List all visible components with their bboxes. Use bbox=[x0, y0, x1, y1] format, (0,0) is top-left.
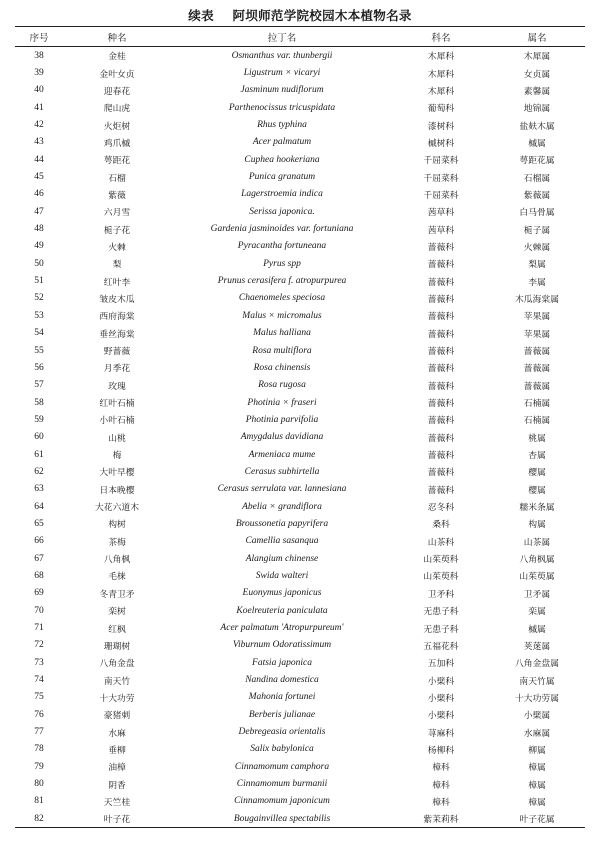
cell-species-name: 水麻 bbox=[108, 728, 126, 739]
cell-family-name: 小檗科 bbox=[427, 676, 455, 687]
cell-species-name: 南天竹 bbox=[103, 676, 131, 687]
cell-latin-name: Armeniaca mume bbox=[248, 449, 316, 460]
cell-species-name: 珊瑚树 bbox=[103, 641, 131, 652]
cell-species-name: 迎春花 bbox=[103, 86, 131, 97]
cell-latin-name: Pyracantha fortuneana bbox=[237, 241, 327, 252]
cell-index: 58 bbox=[34, 397, 44, 408]
table-row bbox=[15, 463, 585, 480]
cell-index: 64 bbox=[34, 501, 44, 512]
cell-index: 59 bbox=[34, 414, 44, 425]
cell-genus-name: 槭属 bbox=[528, 624, 546, 635]
cell-species-name: 月季花 bbox=[103, 364, 131, 375]
header-family-name: 科名 bbox=[431, 32, 451, 44]
cell-latin-name: Chaenomeles speciosa bbox=[238, 293, 326, 304]
cell-latin-name: Photinia parvifolia bbox=[245, 414, 319, 425]
cell-index: 62 bbox=[34, 466, 44, 477]
cell-family-name: 紫茉莉科 bbox=[423, 815, 459, 826]
table-row bbox=[15, 567, 585, 584]
cell-latin-name: Amygdalus davidiana bbox=[240, 432, 324, 443]
cell-genus-name: 萼距花属 bbox=[519, 156, 555, 167]
cell-species-name: 毛梾 bbox=[108, 572, 126, 583]
cell-family-name: 忍冬科 bbox=[427, 503, 455, 514]
table-row bbox=[15, 290, 585, 307]
cell-latin-name: Bougainvillea spectabilis bbox=[233, 813, 331, 824]
cell-index: 71 bbox=[34, 623, 44, 634]
cell-latin-name: Osmanthus var. thunbergii bbox=[231, 50, 333, 61]
cell-species-name: 大花六道木 bbox=[95, 503, 139, 514]
cell-latin-name: Rosa rugosa bbox=[258, 380, 306, 391]
cell-index: 70 bbox=[34, 605, 44, 616]
cell-genus-name: 杏属 bbox=[528, 451, 546, 462]
cell-latin-name: Swida walteri bbox=[255, 570, 309, 581]
cell-species-name: 红叶石楠 bbox=[99, 399, 135, 410]
cell-index: 40 bbox=[34, 85, 44, 96]
table-row bbox=[15, 394, 585, 411]
table-row bbox=[15, 99, 585, 116]
cell-family-name: 山茱萸科 bbox=[423, 555, 459, 566]
cell-species-name: 紫薇 bbox=[108, 190, 126, 201]
table-row bbox=[15, 151, 585, 168]
cell-family-name: 桑科 bbox=[432, 520, 450, 531]
header-species-name: 种名 bbox=[107, 32, 127, 44]
cell-index: 78 bbox=[34, 744, 44, 755]
cell-latin-name: Parthenocissus tricuspidata bbox=[228, 102, 336, 113]
cell-index: 57 bbox=[34, 380, 44, 391]
cell-species-name: 阴香 bbox=[108, 780, 126, 791]
cell-family-name: 无患子科 bbox=[423, 607, 459, 618]
cell-family-name: 蔷薇科 bbox=[427, 364, 455, 375]
table-row bbox=[15, 255, 585, 272]
cell-genus-name: 栾属 bbox=[528, 607, 546, 618]
cell-species-name: 豪猪刺 bbox=[103, 711, 131, 722]
cell-genus-name: 十大功劳属 bbox=[515, 693, 559, 704]
cell-genus-name: 柳属 bbox=[528, 745, 546, 756]
cell-index: 65 bbox=[34, 518, 44, 529]
cell-index: 50 bbox=[34, 258, 44, 269]
cell-index: 79 bbox=[34, 761, 44, 772]
cell-species-name: 火炬树 bbox=[103, 121, 131, 132]
table-row bbox=[15, 758, 585, 775]
cell-family-name: 蔷薇科 bbox=[427, 451, 455, 462]
cell-family-name: 荨麻科 bbox=[427, 728, 455, 739]
cell-family-name: 蔷薇科 bbox=[427, 416, 455, 427]
cell-species-name: 红叶李 bbox=[103, 277, 131, 288]
header-genus-name: 属名 bbox=[527, 32, 547, 44]
cell-species-name: 野蔷薇 bbox=[103, 347, 131, 358]
cell-family-name: 槭树科 bbox=[427, 138, 455, 149]
cell-species-name: 八角枫 bbox=[103, 555, 131, 566]
cell-genus-name: 樟属 bbox=[528, 780, 546, 791]
header-index: 序号 bbox=[29, 32, 49, 44]
table-row bbox=[15, 411, 585, 428]
cell-latin-name: Malus halliana bbox=[253, 328, 311, 339]
table-row bbox=[15, 446, 585, 463]
cell-species-name: 梨 bbox=[112, 260, 122, 271]
cell-species-name: 垂丝海棠 bbox=[99, 329, 135, 340]
cell-family-name: 蔷薇科 bbox=[427, 347, 455, 358]
table-row bbox=[15, 550, 585, 567]
cell-latin-name: Punica granatum bbox=[248, 172, 316, 183]
cell-index: 51 bbox=[34, 276, 44, 287]
cell-family-name: 樟科 bbox=[432, 763, 450, 774]
cell-species-name: 山桃 bbox=[108, 433, 126, 444]
cell-species-name: 构树 bbox=[108, 520, 126, 531]
cell-latin-name: Cuphea hookeriana bbox=[244, 154, 320, 165]
cell-genus-name: 八角枫属 bbox=[519, 555, 555, 566]
cell-family-name: 小檗科 bbox=[427, 693, 455, 704]
table-row bbox=[15, 377, 585, 394]
cell-index: 80 bbox=[34, 779, 44, 790]
cell-species-name: 叶子花 bbox=[103, 815, 131, 826]
cell-latin-name: Gardenia jasminoides var. fortuniana bbox=[210, 224, 354, 235]
cell-genus-name: 火棘属 bbox=[523, 242, 551, 253]
cell-species-name: 八角金盘 bbox=[99, 659, 135, 670]
cell-genus-name: 山茶属 bbox=[523, 537, 551, 548]
cell-index: 44 bbox=[34, 154, 44, 165]
table-row bbox=[15, 220, 585, 237]
cell-species-name: 六月雪 bbox=[103, 208, 131, 219]
cell-index: 81 bbox=[34, 796, 44, 807]
cell-latin-name: Koelreuteria paniculata bbox=[236, 605, 328, 616]
cell-genus-name: 构属 bbox=[528, 520, 546, 531]
cell-family-name: 小檗科 bbox=[427, 711, 455, 722]
cell-family-name: 千屈菜科 bbox=[423, 173, 459, 184]
cell-species-name: 皱皮木瓜 bbox=[99, 294, 135, 305]
cell-index: 63 bbox=[34, 484, 44, 495]
cell-species-name: 金叶女贞 bbox=[99, 69, 135, 80]
cell-index: 72 bbox=[34, 640, 44, 651]
cell-genus-name: 八角金盘属 bbox=[515, 659, 559, 670]
table-row bbox=[15, 307, 585, 324]
cell-latin-name: Pyrus spp bbox=[263, 258, 301, 269]
cell-index: 60 bbox=[34, 432, 44, 443]
table-row bbox=[15, 619, 585, 636]
cell-species-name: 十大功劳 bbox=[99, 693, 135, 704]
table-row bbox=[15, 654, 585, 671]
cell-latin-name: Mahonia fortunei bbox=[248, 692, 316, 703]
cell-genus-name: 苹果属 bbox=[523, 312, 551, 323]
cell-genus-name: 樟属 bbox=[528, 797, 546, 808]
table-row bbox=[15, 272, 585, 289]
cell-index: 73 bbox=[34, 657, 44, 668]
table-title: 续表 阿坝师范学院校园木本植物名录 bbox=[188, 8, 412, 23]
cell-family-name: 五加科 bbox=[427, 659, 455, 670]
cell-genus-name: 梨属 bbox=[528, 260, 546, 271]
cell-index: 75 bbox=[34, 692, 44, 703]
table-body bbox=[15, 47, 585, 828]
cell-index: 77 bbox=[34, 727, 44, 738]
cell-family-name: 木犀科 bbox=[427, 69, 455, 80]
cell-index: 53 bbox=[34, 310, 44, 321]
cell-latin-name: Ligustrum × vicaryi bbox=[243, 68, 321, 79]
cell-family-name: 漆树科 bbox=[427, 121, 455, 132]
cell-genus-name: 南天竹属 bbox=[519, 676, 555, 687]
cell-latin-name: Berberis julianae bbox=[248, 709, 316, 720]
cell-species-name: 冬青卫矛 bbox=[99, 589, 135, 600]
cell-genus-name: 石楠属 bbox=[523, 416, 551, 427]
cell-species-name: 金桂 bbox=[108, 52, 126, 63]
table-row bbox=[15, 47, 585, 65]
cell-species-name: 大叶早樱 bbox=[99, 468, 135, 479]
table-row bbox=[15, 134, 585, 151]
cell-genus-name: 栀子属 bbox=[523, 225, 551, 236]
cell-family-name: 茜草科 bbox=[427, 208, 455, 219]
cell-species-name: 火棘 bbox=[108, 242, 126, 253]
table-row bbox=[15, 706, 585, 723]
cell-family-name: 蔷薇科 bbox=[427, 468, 455, 479]
cell-latin-name: Nandina domestica bbox=[245, 675, 319, 686]
table-row bbox=[15, 481, 585, 498]
cell-species-name: 栾树 bbox=[108, 607, 126, 618]
cell-species-name: 西府海棠 bbox=[99, 312, 135, 323]
cell-index: 49 bbox=[34, 241, 44, 252]
table-row bbox=[15, 429, 585, 446]
cell-latin-name: Photinia × fraseri bbox=[247, 397, 317, 408]
table-row bbox=[15, 793, 585, 810]
cell-index: 48 bbox=[34, 224, 44, 235]
table-row bbox=[15, 82, 585, 99]
cell-index: 67 bbox=[34, 553, 44, 564]
cell-genus-name: 白马骨属 bbox=[519, 208, 555, 219]
table-row bbox=[15, 637, 585, 654]
cell-genus-name: 槭属 bbox=[528, 138, 546, 149]
table-row bbox=[15, 602, 585, 619]
cell-genus-name: 糯米条属 bbox=[519, 503, 555, 514]
cell-genus-name: 苹果属 bbox=[523, 329, 551, 340]
cell-species-name: 茶梅 bbox=[108, 537, 126, 548]
cell-genus-name: 地锦属 bbox=[523, 104, 551, 115]
cell-genus-name: 木犀属 bbox=[523, 52, 551, 63]
cell-genus-name: 石榴属 bbox=[523, 173, 551, 184]
cell-species-name: 小叶石楠 bbox=[99, 416, 135, 427]
table-header bbox=[15, 27, 585, 47]
cell-index: 41 bbox=[34, 102, 44, 113]
cell-index: 68 bbox=[34, 570, 44, 581]
cell-family-name: 千屈菜科 bbox=[423, 190, 459, 201]
cell-family-name: 樟科 bbox=[432, 780, 450, 791]
table-row bbox=[15, 585, 585, 602]
cell-latin-name: Abelia × grandiflora bbox=[242, 501, 322, 512]
cell-family-name: 蔷薇科 bbox=[427, 381, 455, 392]
cell-index: 39 bbox=[34, 68, 44, 79]
table-row bbox=[15, 723, 585, 740]
cell-family-name: 蔷薇科 bbox=[427, 277, 455, 288]
cell-genus-name: 樱属 bbox=[528, 485, 546, 496]
cell-latin-name: Cinnamomum camphora bbox=[234, 761, 330, 772]
cell-genus-name: 山茱萸属 bbox=[519, 572, 555, 583]
header-latin-name: 拉丁名 bbox=[267, 32, 297, 44]
table-row bbox=[15, 741, 585, 758]
table-row bbox=[15, 689, 585, 706]
cell-genus-name: 石楠属 bbox=[523, 399, 551, 410]
cell-genus-name: 蔷薇属 bbox=[523, 364, 551, 375]
cell-genus-name: 荚蒾属 bbox=[523, 641, 551, 652]
table-row bbox=[15, 238, 585, 255]
cell-index: 61 bbox=[34, 449, 44, 460]
cell-family-name: 蔷薇科 bbox=[427, 242, 455, 253]
plant-list-table bbox=[15, 26, 585, 828]
cell-latin-name: Salix babylonica bbox=[250, 744, 314, 755]
cell-family-name: 茜草科 bbox=[427, 225, 455, 236]
cell-latin-name: Debregeasia orientalis bbox=[238, 727, 326, 738]
cell-latin-name: Acer palmatum bbox=[252, 137, 312, 148]
cell-family-name: 樟科 bbox=[432, 797, 450, 808]
cell-species-name: 萼距花 bbox=[103, 156, 131, 167]
cell-genus-name: 叶子花属 bbox=[519, 815, 555, 826]
cell-genus-name: 水麻属 bbox=[523, 728, 551, 739]
table-row bbox=[15, 775, 585, 792]
cell-species-name: 梅 bbox=[112, 451, 122, 462]
cell-genus-name: 桃属 bbox=[528, 433, 546, 444]
cell-family-name: 木犀科 bbox=[427, 52, 455, 63]
cell-index: 52 bbox=[34, 293, 44, 304]
cell-latin-name: Lagerstroemia indica bbox=[241, 189, 323, 200]
cell-genus-name: 樟属 bbox=[528, 763, 546, 774]
cell-genus-name: 盐麸木属 bbox=[519, 121, 555, 132]
cell-genus-name: 李属 bbox=[528, 277, 546, 288]
cell-species-name: 日本晚樱 bbox=[99, 485, 135, 496]
cell-index: 69 bbox=[34, 588, 44, 599]
cell-latin-name: Serissa japonica. bbox=[249, 206, 315, 217]
cell-index: 82 bbox=[34, 813, 44, 824]
cell-family-name: 山茱萸科 bbox=[423, 572, 459, 583]
cell-latin-name: Viburnum Odoratissimum bbox=[232, 640, 332, 651]
cell-index: 42 bbox=[34, 120, 44, 131]
cell-genus-name: 紫薇属 bbox=[523, 190, 551, 201]
table-row bbox=[15, 64, 585, 81]
table-row bbox=[15, 168, 585, 185]
cell-family-name: 无患子科 bbox=[423, 624, 459, 635]
cell-index: 56 bbox=[34, 362, 44, 373]
cell-species-name: 红枫 bbox=[108, 624, 126, 635]
cell-index: 38 bbox=[34, 50, 44, 61]
cell-family-name: 蔷薇科 bbox=[427, 329, 455, 340]
cell-family-name: 木犀科 bbox=[427, 86, 455, 97]
cell-species-name: 天竺桂 bbox=[103, 797, 131, 808]
cell-family-name: 五福花科 bbox=[423, 641, 459, 652]
cell-genus-name: 蔷薇属 bbox=[523, 381, 551, 392]
table-row bbox=[15, 515, 585, 532]
table-row bbox=[15, 359, 585, 376]
table-row bbox=[15, 186, 585, 203]
cell-index: 74 bbox=[34, 675, 44, 686]
cell-family-name: 杨柳科 bbox=[427, 745, 455, 756]
cell-family-name: 蔷薇科 bbox=[427, 260, 455, 271]
cell-family-name: 蔷薇科 bbox=[427, 433, 455, 444]
cell-index: 66 bbox=[34, 536, 44, 547]
cell-species-name: 垂柳 bbox=[108, 745, 126, 756]
cell-latin-name: Cinnamomum burmanii bbox=[236, 779, 328, 790]
cell-latin-name: Rhus typhina bbox=[257, 120, 307, 131]
table-row bbox=[15, 116, 585, 133]
cell-latin-name: Euonymus japonicus bbox=[242, 588, 322, 599]
cell-genus-name: 女贞属 bbox=[523, 69, 551, 80]
cell-family-name: 山茶科 bbox=[427, 537, 455, 548]
cell-latin-name: Broussonetia papyrifera bbox=[235, 518, 329, 529]
cell-genus-name: 蔷薇属 bbox=[523, 347, 551, 358]
cell-index: 54 bbox=[34, 328, 44, 339]
cell-index: 76 bbox=[34, 709, 44, 720]
cell-latin-name: Alangium chinense bbox=[245, 553, 319, 564]
cell-species-name: 石榴 bbox=[108, 173, 126, 184]
table-row bbox=[15, 810, 585, 828]
cell-family-name: 卫矛科 bbox=[427, 589, 455, 600]
table-row bbox=[15, 671, 585, 688]
cell-latin-name: Prunus cerasifera f. atropurpurea bbox=[217, 276, 347, 287]
cell-latin-name: Acer palmatum 'Atropurpureum' bbox=[220, 623, 344, 634]
cell-family-name: 葡萄科 bbox=[427, 104, 455, 115]
cell-latin-name: Cerasus serrulata var. lannesiana bbox=[217, 484, 347, 495]
table-row bbox=[15, 498, 585, 515]
cell-latin-name: Fatsia japonica bbox=[252, 657, 312, 668]
cell-family-name: 蔷薇科 bbox=[427, 294, 455, 305]
cell-species-name: 玫瑰 bbox=[108, 381, 126, 392]
table-row bbox=[15, 325, 585, 342]
cell-index: 47 bbox=[34, 206, 44, 217]
cell-family-name: 千屈菜科 bbox=[423, 156, 459, 167]
table-row bbox=[15, 342, 585, 359]
cell-latin-name: Cerasus subhirtella bbox=[244, 466, 320, 477]
cell-species-name: 鸡爪槭 bbox=[103, 138, 131, 149]
cell-genus-name: 樱属 bbox=[528, 468, 546, 479]
cell-genus-name: 木瓜海棠属 bbox=[515, 294, 559, 305]
table-row bbox=[15, 533, 585, 550]
cell-species-name: 栀子花 bbox=[103, 225, 131, 236]
cell-family-name: 蔷薇科 bbox=[427, 485, 455, 496]
cell-index: 45 bbox=[34, 172, 44, 183]
table-row bbox=[15, 203, 585, 220]
cell-family-name: 蔷薇科 bbox=[427, 312, 455, 323]
cell-latin-name: Malus × micromalus bbox=[242, 310, 322, 321]
header-row bbox=[15, 27, 585, 47]
cell-genus-name: 小檗属 bbox=[523, 711, 551, 722]
cell-index: 46 bbox=[34, 189, 44, 200]
cell-species-name: 油樟 bbox=[108, 763, 126, 774]
cell-index: 55 bbox=[34, 345, 44, 356]
cell-latin-name: Rosa multiflora bbox=[252, 345, 312, 356]
cell-family-name: 蔷薇科 bbox=[427, 399, 455, 410]
cell-latin-name: Camellia sasanqua bbox=[245, 536, 319, 547]
cell-genus-name: 素馨属 bbox=[523, 86, 551, 97]
cell-latin-name: Rosa chinensis bbox=[253, 362, 311, 373]
cell-latin-name: Jasminum nudiflorum bbox=[240, 85, 324, 96]
cell-latin-name: Cinnamomum japonicum bbox=[234, 796, 330, 807]
cell-genus-name: 卫矛属 bbox=[523, 589, 551, 600]
cell-index: 43 bbox=[34, 137, 44, 148]
cell-species-name: 爬山虎 bbox=[103, 104, 131, 115]
